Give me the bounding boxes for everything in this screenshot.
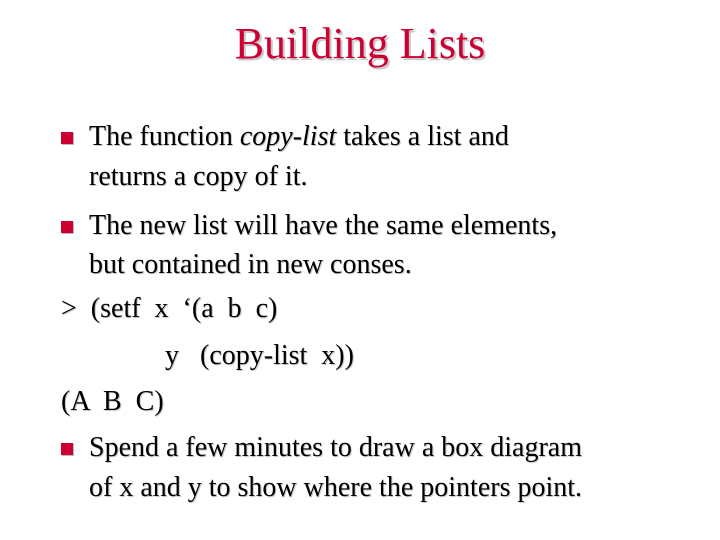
bullet-1-line-2: returns a copy of it.	[89, 161, 308, 192]
code-line-2: y (copy-list x))	[165, 340, 354, 371]
bullet-1-text-pre: The function	[89, 121, 240, 152]
code-output: (A B C)	[61, 386, 164, 417]
bullet-1-line-1	[89, 120, 509, 154]
bullet-2-line-1: The new list will have the same elements,	[89, 210, 558, 241]
bullet-1-text-post: takes a list and	[336, 121, 509, 152]
slide-title: Building Lists	[234, 19, 486, 68]
code-line-1: > (setf x ‘(a b c)	[61, 293, 278, 324]
square-bullet-icon	[61, 221, 73, 233]
square-bullet-icon	[61, 443, 73, 455]
bullet-3-line-2: of x and y to show where the pointers point.	[89, 472, 583, 503]
bullet-3-line-1: Spend a few minutes to draw a box diagram	[89, 432, 582, 463]
bullet-2-line-2: but contained in new conses.	[89, 249, 412, 280]
square-bullet-icon	[61, 132, 73, 144]
bullet-1-code-term: copy-list	[239, 121, 337, 152]
